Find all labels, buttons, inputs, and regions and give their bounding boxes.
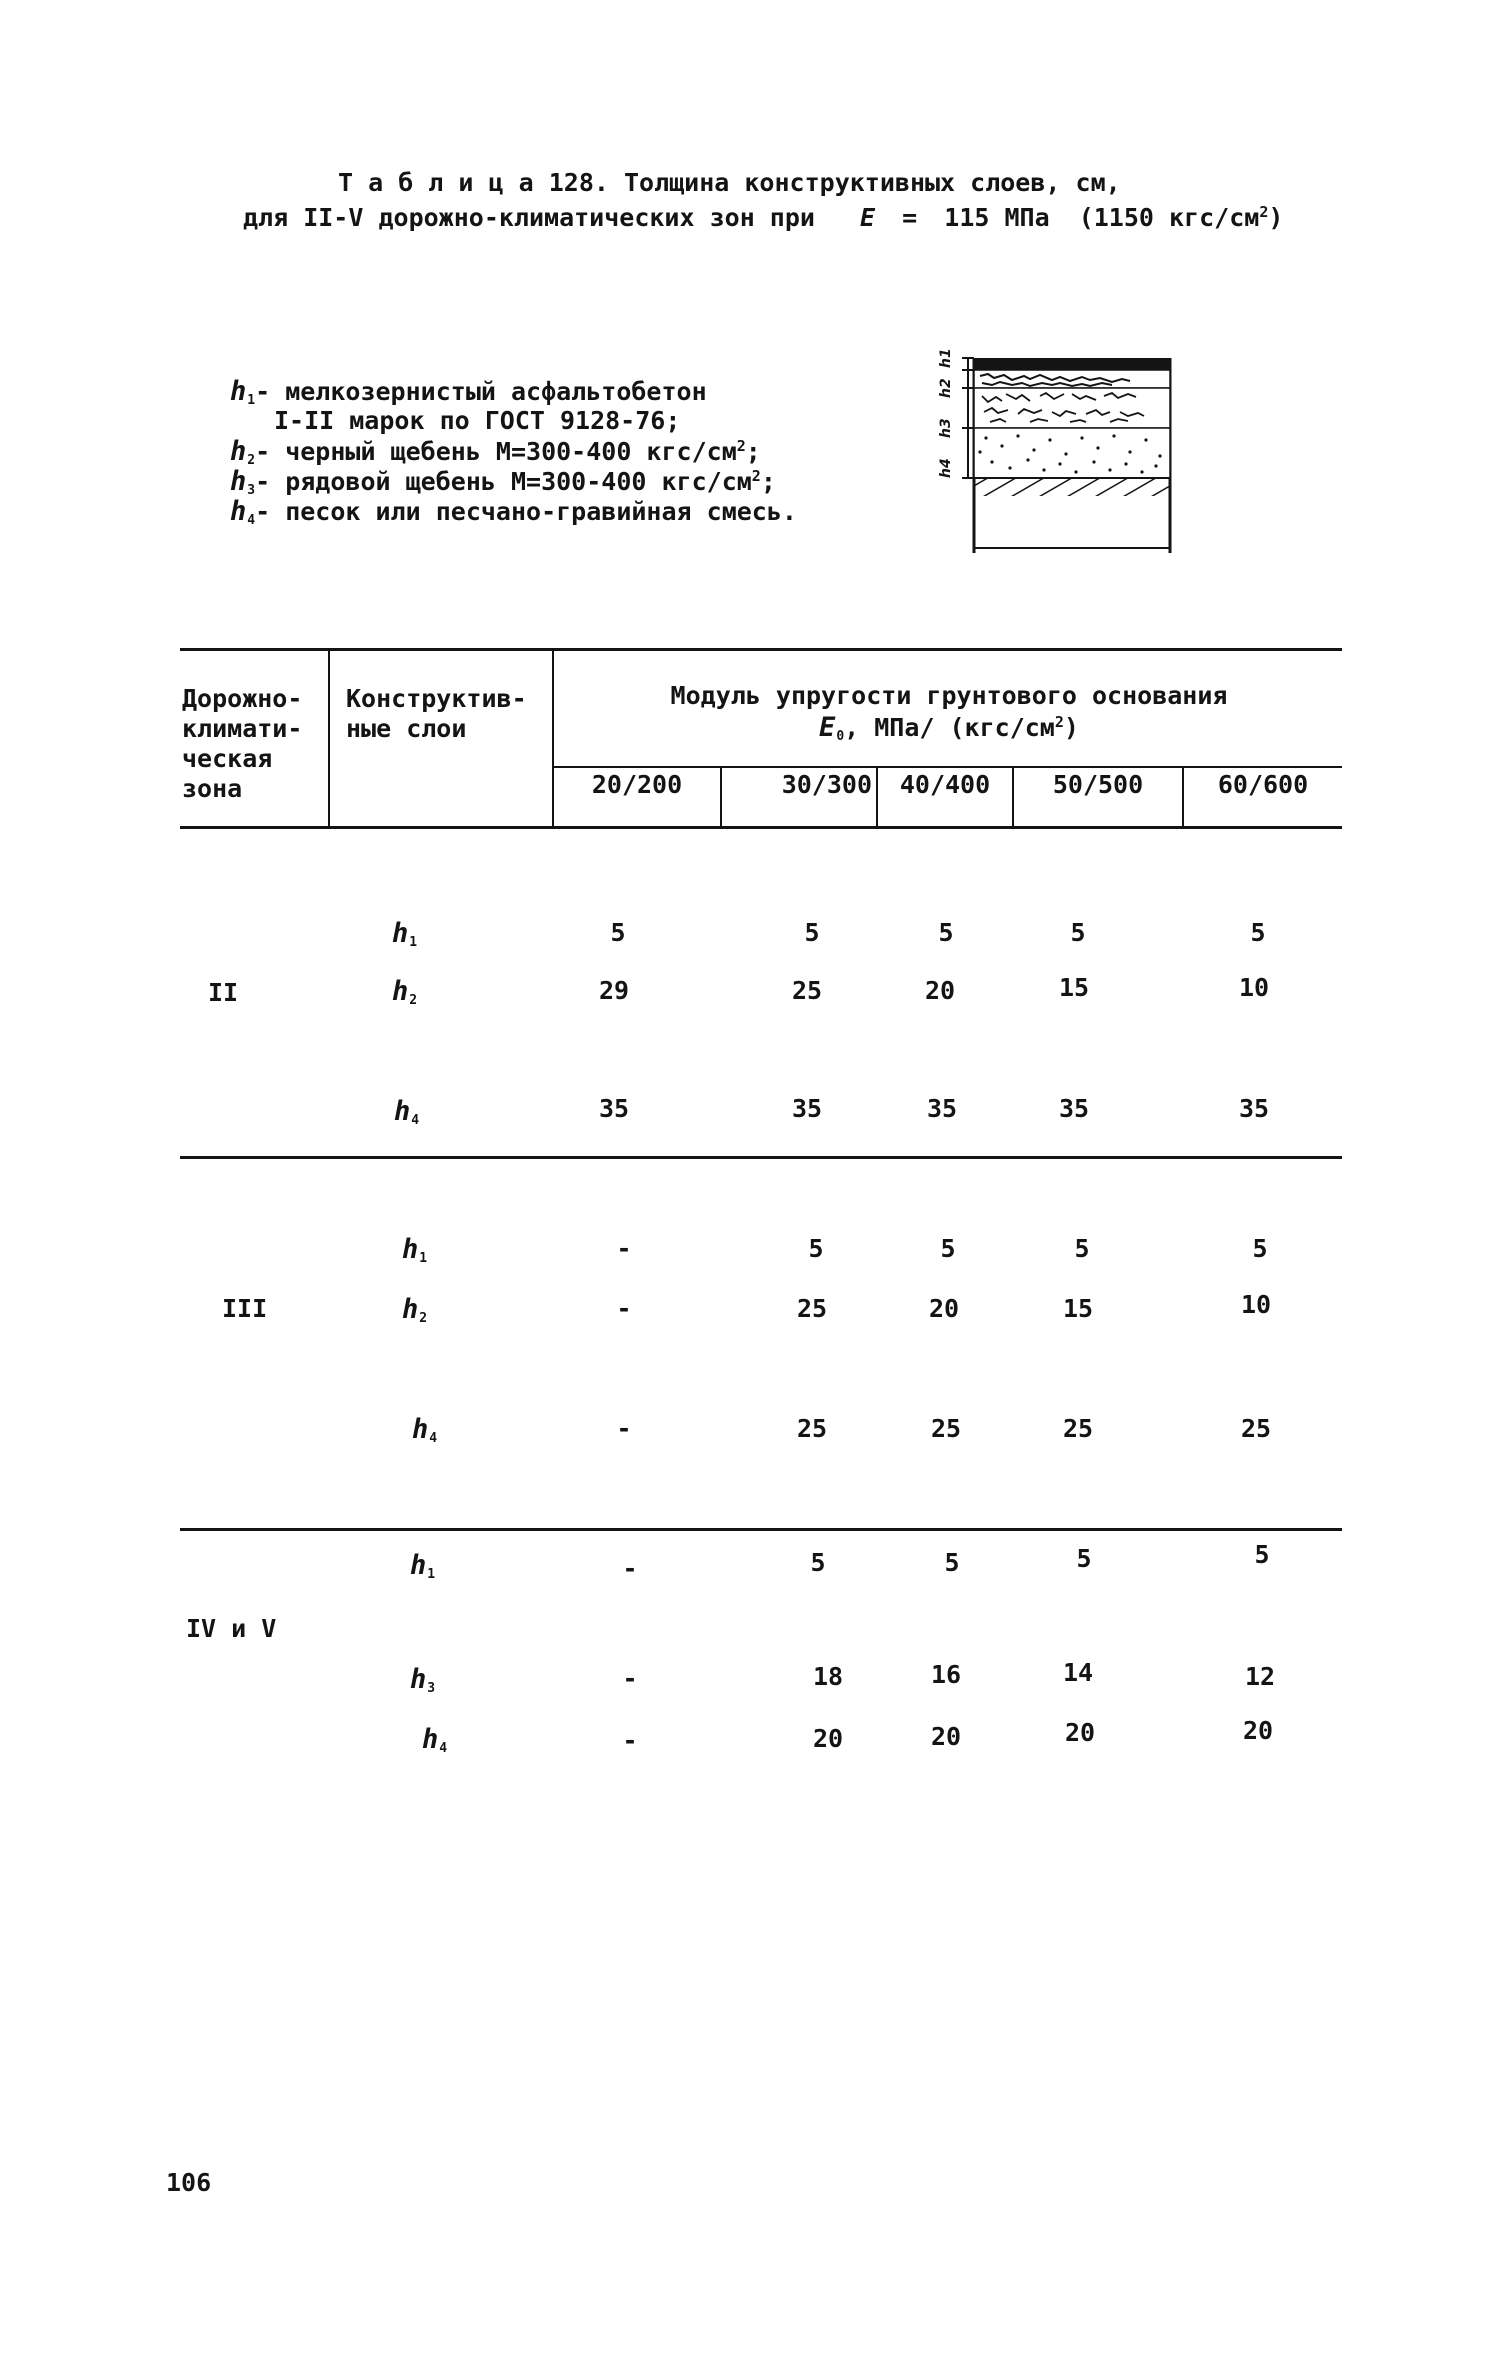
table-cell: 20 [1242,1716,1274,1745]
table-cell: 5 [940,1234,956,1263]
table-cell: - [622,1664,638,1693]
table-cell: 12 [1244,1662,1276,1691]
table-top-rule [180,648,1342,651]
table-cell: 5 [1070,918,1086,947]
layer-label: $h_3$ [410,1664,436,1696]
layer-legend [230,378,797,528]
header-modulus-col: 40/400 [899,770,991,799]
table-cell: 25 [1240,1414,1272,1443]
table-cell: 25 [791,976,823,1005]
legend-item-h2: $h_2-$ черный щебень М=300-400 кгс/$см^2$; [230,436,761,468]
table-cell: 35 [598,1094,630,1123]
table-cell: - [622,1726,638,1755]
diagram-label-h1: h1 [938,348,954,368]
header-layers: Конструктив- ные слои [346,684,527,743]
table-cell: 16 [930,1660,962,1689]
legend-item-h1-cont: I-II марок по ГОСТ 9128-76; [274,406,681,435]
zone-label: III [222,1294,268,1323]
layer-label: $h_4$ [394,1096,420,1128]
table-cell: 5 [804,918,820,947]
table-cell: 25 [930,1414,962,1443]
zone-divider-1 [180,1156,1342,1159]
table-cell: 35 [926,1094,958,1123]
diagram-label-h3: h3 [938,418,954,438]
table-cell: 5 [808,1234,824,1263]
layer-label: $h_4$ [422,1724,448,1756]
table-cell: 20 [928,1294,960,1323]
table-cell: 20 [924,976,956,1005]
layer-asphalt [974,358,1170,370]
table-cell: 18 [812,1662,844,1691]
diagram-label-h4: h4 [938,458,954,478]
legend-item-h4: $h_4-$ песок или песчано-гравийная смесь. [230,496,797,528]
caption-zone-text: для II-V дорожно-климатических зон при [243,203,815,232]
table-cell: 15 [1058,973,1090,1002]
header-vrule-1 [328,648,330,828]
layer-label: $h_1$ [402,1234,428,1266]
header-modulus-col: 50/500 [1052,770,1144,799]
caption-E-symbol: Е [860,203,876,232]
header-modulus-col: 20/200 [591,770,683,799]
layer-label: $h_1$ [392,918,418,950]
header-vrule-2 [552,648,554,828]
table-cell: 35 [1058,1094,1090,1123]
table-cell: 5 [610,918,626,947]
layer-label: $h_1$ [410,1550,436,1582]
legend-item-h3: $h_3-$ рядовой щебень М=300-400 кгс/$см^2$; [230,466,776,498]
table-cell: 5 [1076,1544,1092,1573]
table-cell: - [616,1234,632,1263]
caption-unit: (1150 кгс/$см^2$) [1078,203,1284,232]
header-modulus-col: 30/300 [781,770,872,799]
table-cell: 29 [598,976,630,1005]
table-cell: 35 [1238,1094,1270,1123]
zone-divider-2 [180,1528,1342,1531]
table-cell: 5 [1252,1234,1268,1263]
table-cell: 5 [1254,1540,1270,1569]
page-number: 106 [166,2168,212,2197]
header-zone: Дорожно- климати- ческая зона [182,684,303,803]
caption-equals: = [902,203,918,232]
table-cell: 5 [944,1548,960,1577]
table-cell: 14 [1062,1658,1094,1687]
legend-item-h1: $h_1-$ мелкозернистый асфальтобетон [230,376,707,408]
table-cell: 10 [1240,1290,1272,1319]
table-cell: 10 [1238,973,1270,1002]
table-cell: 25 [796,1294,828,1323]
layer-label: $h_4$ [412,1414,438,1446]
table-cell: - [622,1554,638,1583]
pavement-cross-section-diagram [910,328,1180,558]
subheader-rule [553,766,1342,768]
table-caption-line1: Т а б л и ц а 128. Толщина конструктивных слоев, см, [338,168,1121,197]
table-cell: 20 [1064,1718,1096,1747]
table-cell: 15 [1062,1294,1094,1323]
table-cell: 35 [791,1094,823,1123]
table-cell: 5 [938,918,954,947]
table-cell: 25 [1062,1414,1094,1443]
table-cell: 5 [810,1548,826,1577]
layer-subgrade [974,478,1170,496]
header-bottom-rule [180,826,1342,829]
layer-label: $h_2$ [402,1294,428,1326]
table-cell: 25 [796,1414,828,1443]
layer-label: $h_2$ [392,976,418,1008]
zone-label: IV и V [186,1614,277,1643]
table-cell: 5 [1250,918,1266,947]
caption-value: 115 МПа [944,203,1050,232]
table-cell: - [616,1414,632,1443]
layer-sand [974,428,1170,478]
zone-label: II [208,978,239,1007]
header-modulus-col: 60/600 [1217,770,1309,799]
table-caption-line2 [243,205,1283,230]
table-cell: 5 [1074,1234,1090,1263]
header-modulus-units: $Е_0$, МПа/ $(кгс/см^2)$ [819,712,1079,744]
diagram-label-h2: h2 [938,378,954,398]
table-cell: - [616,1294,632,1323]
header-modulus-group: Модуль упругости грунтового основания [670,681,1228,710]
table-cell: 20 [812,1724,844,1753]
table-cell: 20 [930,1722,962,1751]
